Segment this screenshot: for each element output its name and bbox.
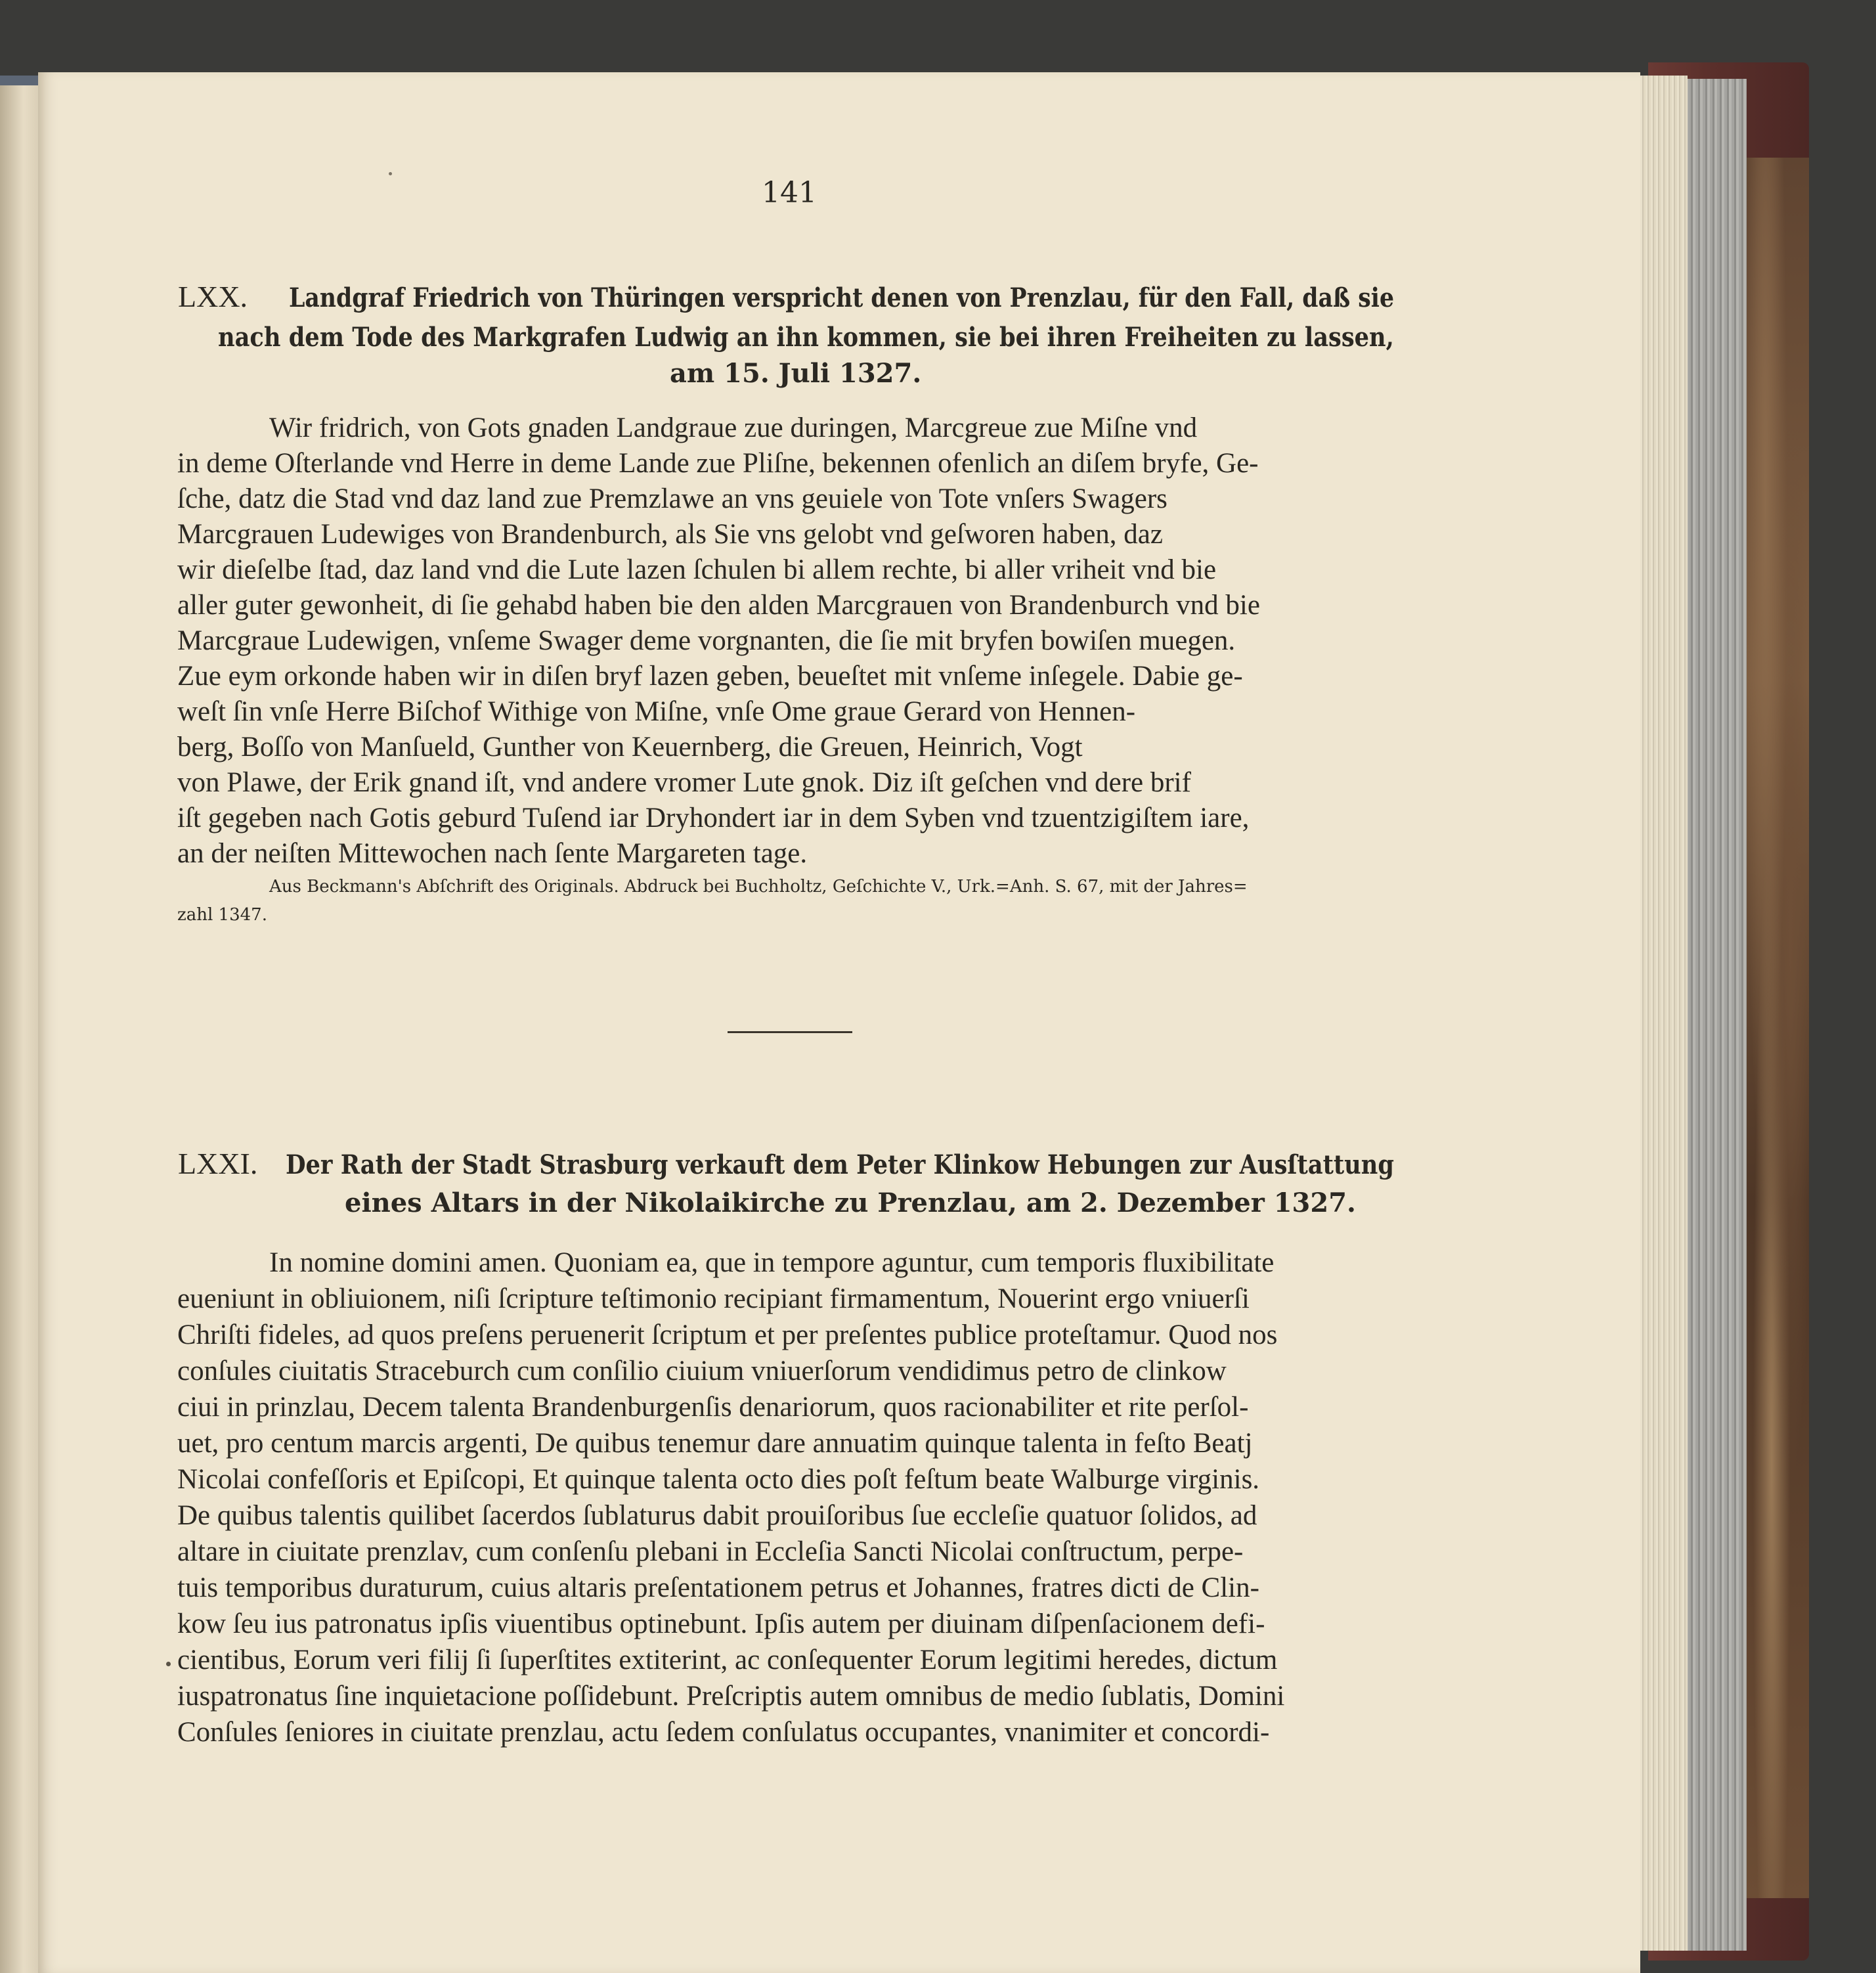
doc2-body-line: iuspatronatus ſine inquietacione poſſidebunt. Preſcriptis autem omnibus de medio ſublatis, Domini <box>177 1681 1285 1712</box>
left-page-edge <box>0 85 39 1973</box>
doc1-body-line: ſche, datz die Stad vnd daz land zue Premzlawe an vns geuiele von Tote vnſers Swagers <box>177 483 1167 514</box>
doc2-body-line: kow ſeu ius patronatus ipſis viuentibus optinebunt. Ipſis autem per diuinam diſpenſacionem defi- <box>177 1608 1265 1639</box>
doc2-body-line: In nomine domini amen. Quoniam ea, que in tempore aguntur, cum temporis fluxibilitate <box>269 1247 1275 1278</box>
doc2-body-line: ciui in prinzlau, Decem talenta Brandenburgenſis denariorum, quos racionabiliter et rite perſol- <box>177 1392 1249 1423</box>
doc1-footnote-line-2: zahl 1347. <box>177 905 267 925</box>
doc1-body-line: Marcgraue Ludewigen, vnſeme Swager deme vorgnanten, die ſie mit bryfen bowiſen muegen. <box>177 625 1236 656</box>
doc1-body-line: an der neiſten Mittewochen nach ſente Margareten tage. <box>177 838 808 869</box>
doc1-title-line-2: nach dem Tode des Markgrafen Ludwig an ihn kommen, sie bei ihren Freiheiten zu lassen, <box>218 322 1394 353</box>
doc1-body-line: Wir fridrich, von Gots gnaden Landgraue zue duringen, Marcgreue zue Miſne vnd <box>269 412 1198 443</box>
page-number: 141 <box>762 176 817 210</box>
doc1-body-line: berg, Boſſo von Manſueld, Gunther von Keuernberg, die Greuen, Heinrich, Vogt <box>177 732 1083 763</box>
doc2-title-line-2: eines Altars in der Nikolaikirche zu Prenzlau, am 2. Dezember 1327. <box>345 1187 1356 1218</box>
doc1-body-line: in deme Oſterlande vnd Herre in deme Lande zue Pliſne, bekennen ofenlich an diſem bryfe, Ge- <box>177 448 1259 479</box>
doc2-body-line: Nicolai confeſſoris et Epiſcopi, Et quinque talenta octo dies poſt feſtum beate Walburge virginis. <box>177 1464 1260 1495</box>
doc2-body-line: De quibus talentis quilibet ſacerdos ſublaturus dabit prouiſoribus ſue eccleſie quatuor ſolidos, ad <box>177 1500 1257 1531</box>
doc1-body-line: von Plawe, der Erik gnand iſt, vnd andere vromer Lute gnok. Diz iſt geſchen vnd dere brif <box>177 767 1191 798</box>
doc1-body-line: wir dieſelbe ſtad, daz land vnd die Lute lazen ſchulen bi allem rechte, bi aller vriheit vnd bie <box>177 554 1217 585</box>
page-edges <box>1681 79 1747 1951</box>
doc2-body-line: tuis temporibus duraturum, cuius altaris preſentationem petrus et Johannes, fratres dicti de Clin- <box>177 1572 1259 1603</box>
doc1-title-line-1: Landgraf Friedrich von Thüringen verspricht denen von Prenzlau, für den Fall, daß sie <box>289 282 1395 313</box>
doc1-body-line: iſt gegeben nach Gotis geburd Tuſend iar Dryhondert iar in dem Syben vnd tzuentzigiſtem iare, <box>177 803 1250 833</box>
doc2-body-line: eueniunt in obliuionem, niſi ſcripture teſtimonio recipiant firmamentum, Nouerint ergo vniuerſi <box>177 1283 1250 1314</box>
doc1-body-line: Marcgrauen Ludewiges von Brandenburch, als Sie vns gelobt vnd geſworen haben, daz <box>177 519 1163 550</box>
doc1-body-line: aller guter gewonheit, di ſie gehabd haben bie den alden Marcgrauen von Brandenburch vnd bie <box>177 590 1260 621</box>
doc1-body-line: weſt ſin vnſe Herre Biſchof Withige von Miſne, vnſe Ome graue Gerard von Hennen- <box>177 696 1136 727</box>
doc2-body-line: altare in ciuitate prenzlav, cum conſenſu plebani in Eccleſia Sancti Nicolai conſtructum, perpe- <box>177 1536 1244 1567</box>
doc2-body-line: conſules ciuitatis Straceburch cum conſilio ciuium vniuerſorum vendidimus petro de clinkow <box>177 1356 1227 1386</box>
doc1-footnote-line-1: Aus Beckmann's Abſchrift des Originals. Abdruck bei Buchholtz, Geſchichte V., Urk.=Anh. S. 67, mit der Jahres= <box>269 877 1248 897</box>
marbled-cover <box>1747 158 1809 1898</box>
doc2-number: LXXI. <box>178 1147 258 1180</box>
doc1-body-line: Zue eym orkonde haben wir in diſen bryf lazen geben, beueſtet mit vnſeme inſegele. Dabie ge- <box>177 661 1243 692</box>
margin-mark <box>166 1662 171 1666</box>
section-divider <box>728 1031 852 1033</box>
doc2-body-line: Conſules ſeniores in ciuitate prenzlau, actu ſedem conſulatus occupantes, vnanimiter et concordi- <box>177 1717 1270 1748</box>
doc1-title-line-3: am 15. Juli 1327. <box>670 358 922 389</box>
doc1-number: LXX. <box>178 280 248 313</box>
doc2-body-line: cientibus, Eorum veri filij ſi ſuperſtites extiterint, ac conſequenter Eorum legitimi heredes, dictum <box>177 1645 1278 1675</box>
doc2-body-line: uet, pro centum marcis argenti, De quibus tenemur dare annuatim quinque talenta in feſto Beatj <box>177 1428 1253 1459</box>
doc2-body-line: Chriſti fideles, ad quos preſens peruenerit ſcriptum et per preſentes publice proteſtamur. Quod nos <box>177 1319 1278 1350</box>
doc2-title-line-1: Der Rath der Stadt Strasburg verkauft dem Peter Klinkow Hebungen zur Ausſtattung <box>286 1149 1394 1180</box>
paper-speck <box>389 172 392 175</box>
